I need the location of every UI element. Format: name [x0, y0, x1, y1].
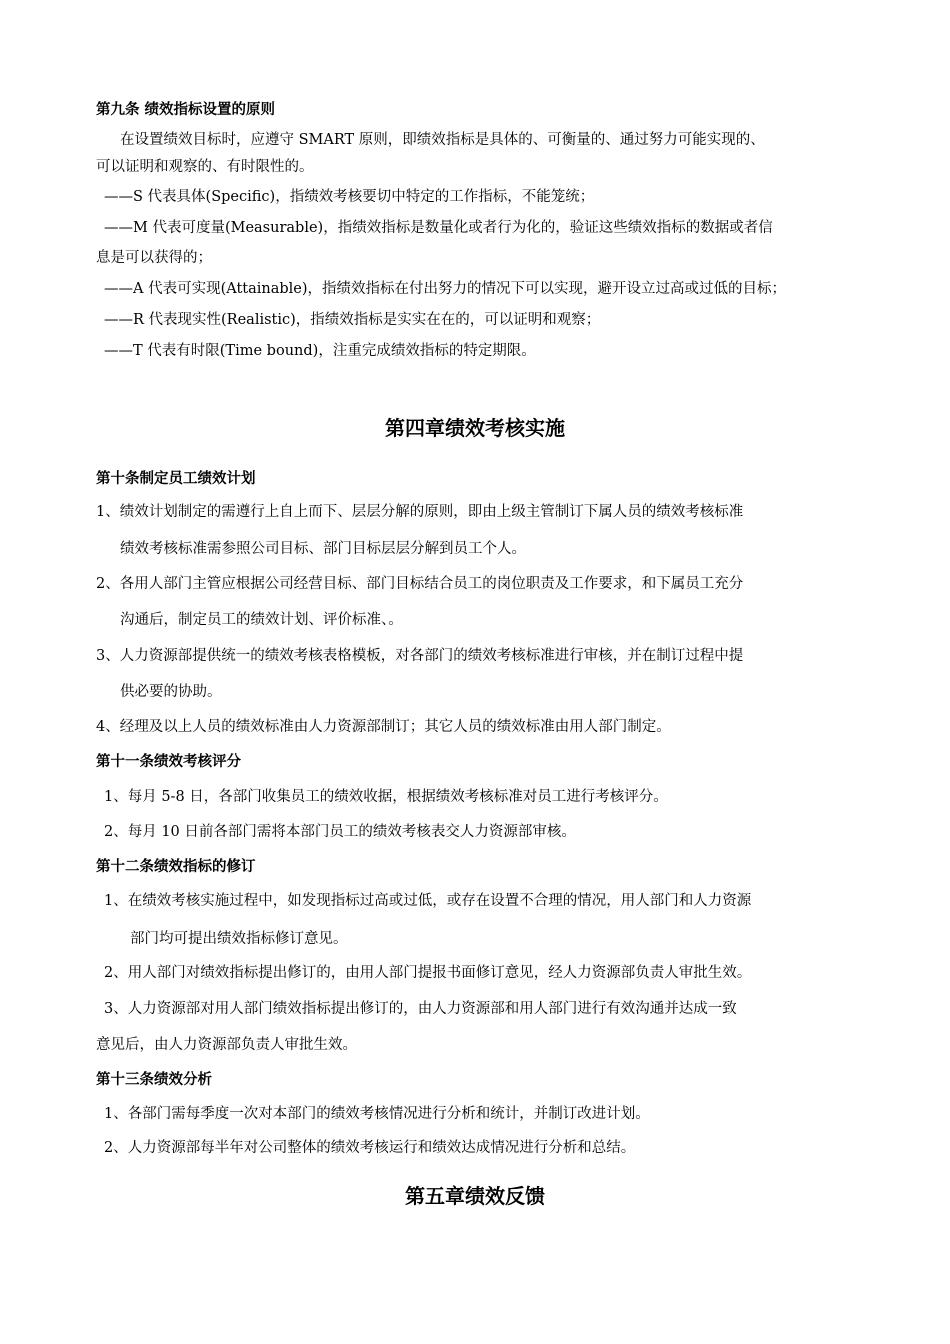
article-10-item-4: 4、经理及以上人员的绩效标准由人力资源部制订；其它人员的绩效标准由用人部门制定。: [96, 719, 671, 735]
article-11-item-1: 1、每月 5-8 日，各部门收集员工的绩效收据，根据绩效考核标准对员工进行考核评分。: [104, 789, 668, 805]
article-12-item-3-line-2: 意见后，由人力资源部负责人审批生效。: [96, 1037, 357, 1053]
article-9-paragraph-line-1: 在设置绩效目标时，应遵守 SMART 原则，即绩效指标是具体的、可衡量的、通过努力可能实现的、: [120, 132, 765, 148]
chapter-5-title: 第五章绩效反馈: [405, 1184, 545, 1208]
article-11-heading: 第十一条绩效考核评分: [96, 754, 241, 770]
article-10-item-3-line-2: 供必要的协助。: [120, 684, 222, 700]
smart-t-item: ——T 代表有时限(Time bound)，注重完成绩效指标的特定期限。: [104, 343, 536, 359]
article-13-item-2: 2、人力资源部每半年对公司整体的绩效考核运行和绩效达成情况进行分析和总结。: [104, 1140, 636, 1156]
article-11-item-2: 2、每月 10 日前各部门需将本部门员工的绩效考核表交人力资源部审核。: [104, 824, 576, 840]
article-9-paragraph-line-2: 可以证明和观察的、有时限性的。: [96, 159, 314, 175]
smart-a-item: ——A 代表可实现(Attainable)，指绩效指标在付出努力的情况下可以实现，避开设立过高或过低的目标；: [104, 281, 787, 297]
chapter-4-title: 第四章绩效考核实施: [385, 416, 565, 440]
article-12-item-1-line-2: 部门均可提出绩效指标修订意见。: [130, 931, 348, 947]
article-10-item-2-line-2: 沟通后，制定员工的绩效计划、评价标准、。: [120, 612, 403, 628]
smart-m-item-line-2: 息是可以获得的；: [96, 250, 212, 266]
article-13-item-1: 1、各部门需每季度一次对本部门的绩效考核情况进行分析和统计，并制订改进计划。: [104, 1106, 650, 1122]
article-10-heading: 第十条制定员工绩效计划: [96, 471, 256, 487]
smart-m-item-line-1: ——M 代表可度量(Measurable)，指绩效指标是数量化或者行为化的，验证这些绩效指标的数据或者信: [104, 220, 773, 236]
smart-s-item: ——S 代表具体(Specific)，指绩效考核要切中特定的工作指标，不能笼统；: [104, 189, 595, 205]
article-10-item-1-line-1: 1、绩效计划制定的需遵行上自上而下、层层分解的原则，即由上级主管制订下属人员的绩效考核标准: [96, 504, 744, 520]
article-12-heading: 第十二条绩效指标的修订: [96, 859, 256, 875]
article-13-heading: 第十三条绩效分析: [96, 1072, 212, 1088]
article-12-item-1-line-1: 1、在绩效考核实施过程中，如发现指标过高或过低，或存在设置不合理的情况，用人部门和人力资源: [104, 893, 752, 909]
article-10-item-1-line-2: 绩效考核标准需参照公司目标、部门目标层层分解到员工个人。: [120, 541, 526, 557]
article-9-heading: 第九条 绩效指标设置的原则: [96, 102, 276, 118]
article-12-item-2: 2、用人部门对绩效指标提出修订的，由用人部门提报书面修订意见，经人力资源部负责人审批生效。: [104, 965, 752, 981]
smart-r-item: ——R 代表现实性(Realistic)，指绩效指标是实实在在的，可以证明和观察；: [104, 312, 601, 328]
article-10-item-3-line-1: 3、人力资源部提供统一的绩效考核表格模板，对各部门的绩效考核标准进行审核，并在制订过程中提: [96, 648, 744, 664]
article-12-item-3-line-1: 3、人力资源部对用人部门绩效指标提出修订的，由人力资源部和用人部门进行有效沟通并达成一致: [104, 1001, 737, 1017]
article-10-item-2-line-1: 2、各用人部门主管应根据公司经营目标、部门目标结合员工的岗位职责及工作要求，和下属员工充分: [96, 576, 744, 592]
